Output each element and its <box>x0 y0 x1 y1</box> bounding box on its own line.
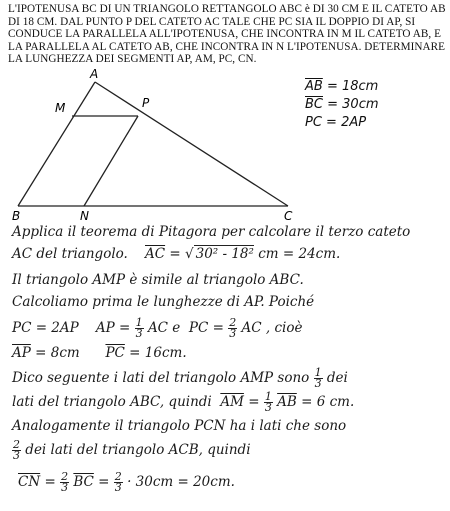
problem-line: CONDUCE LA PARALLELA ALL'IPOTENUSA, CHE INCONTRA IN M IL CATETO AB, E <box>8 28 441 41</box>
given-data <box>305 78 379 132</box>
fraction: $\frac{2}{3}$ <box>13 438 20 462</box>
fraction: $\frac{1}{3}$ <box>135 316 143 340</box>
given-ab: $\overline{AB} = 18cm$ <box>305 79 379 94</box>
label-p: P <box>142 96 150 110</box>
given-pc: PC = 2AP <box>305 115 367 130</box>
fraction: $\frac{1}{3}$ <box>264 390 272 414</box>
label-c: C <box>284 209 293 223</box>
fraction: $\frac{1}{3}$ <box>314 366 322 390</box>
solution-line-5: PC = 2AP AP = $\frac{1}{3}$ AC e PC = $\frac{2}{3}$ AC , cioè <box>12 316 303 340</box>
triangle-figure <box>0 60 450 225</box>
solution-line-8: lati del triangolo ABC, quindi $\overline{AM}$ = $\frac{1}{3}$ $\overline{AB} = 6$ cm. <box>12 390 355 414</box>
problem-line: LA LUNGHEZZA DEI SEGMENTI AP, AM, PC, CN. <box>8 53 257 66</box>
label-b: B <box>12 209 21 223</box>
problem-statement <box>8 3 444 66</box>
solution-line-9: Analogamente il triangolo PCN ha i lati che sono <box>12 418 347 434</box>
solution-line-4: Calcoliamo prima le lunghezze di AP. Poiché <box>12 294 315 310</box>
label-m: M <box>55 101 66 115</box>
given-bc: $\overline{BC} = 30cm$ <box>305 97 379 112</box>
fraction: $\frac{2}{3}$ <box>114 470 122 494</box>
fraction: $\frac{2}{3}$ <box>61 470 69 494</box>
solution-line-11: $\overline{CN}$ = $\frac{2}{3}$ $\overline{BC}$ = $\frac{2}{3}$ · 30cm = 20cm. <box>18 470 235 494</box>
solution-line-3: Il triangolo AMP è simile al triangolo ABC. <box>12 272 304 288</box>
solution-line-10: $\frac{2}{3}$ dei lati del triangolo ACB, quindi <box>13 438 251 462</box>
sqrt-sign: √ <box>185 246 194 262</box>
segment-pn <box>84 116 138 206</box>
problem-line: L'IPOTENUSA BC DI UN TRIANGOLO RETTANGOLO ABC è DI 30 CM E IL CATETO AB <box>8 3 446 15</box>
problem-line: DI 18 CM. DAL PUNTO P DEL CATETO AC TALE CHE PC SIA IL DOPPIO DI AP, SI <box>8 15 416 28</box>
label-a: A <box>90 67 99 81</box>
side-ac <box>95 82 288 206</box>
label-n: N <box>80 209 89 223</box>
solution-line-7: Dico seguente i lati del triangolo AMP sono $\frac{1}{3}$ dei <box>12 366 348 390</box>
fraction: $\frac{2}{3}$ <box>229 316 237 340</box>
problem-line: LA PARALLELA AL CATETO AB, CHE INCONTRA IN N L'IPOTENUSA. DETERMINARE <box>8 40 446 53</box>
solution-line-1: Applica il teorema di Pitagora per calcolare il terzo cateto <box>12 224 411 240</box>
solution-line-2: AC del triangolo. $\overline{AC}$ = √ 30² - 18² cm = 24cm. <box>12 246 341 262</box>
solution-line-6: $\overline{AP} = 8cm$ $\overline{PC} = 16cm$. <box>12 345 187 361</box>
